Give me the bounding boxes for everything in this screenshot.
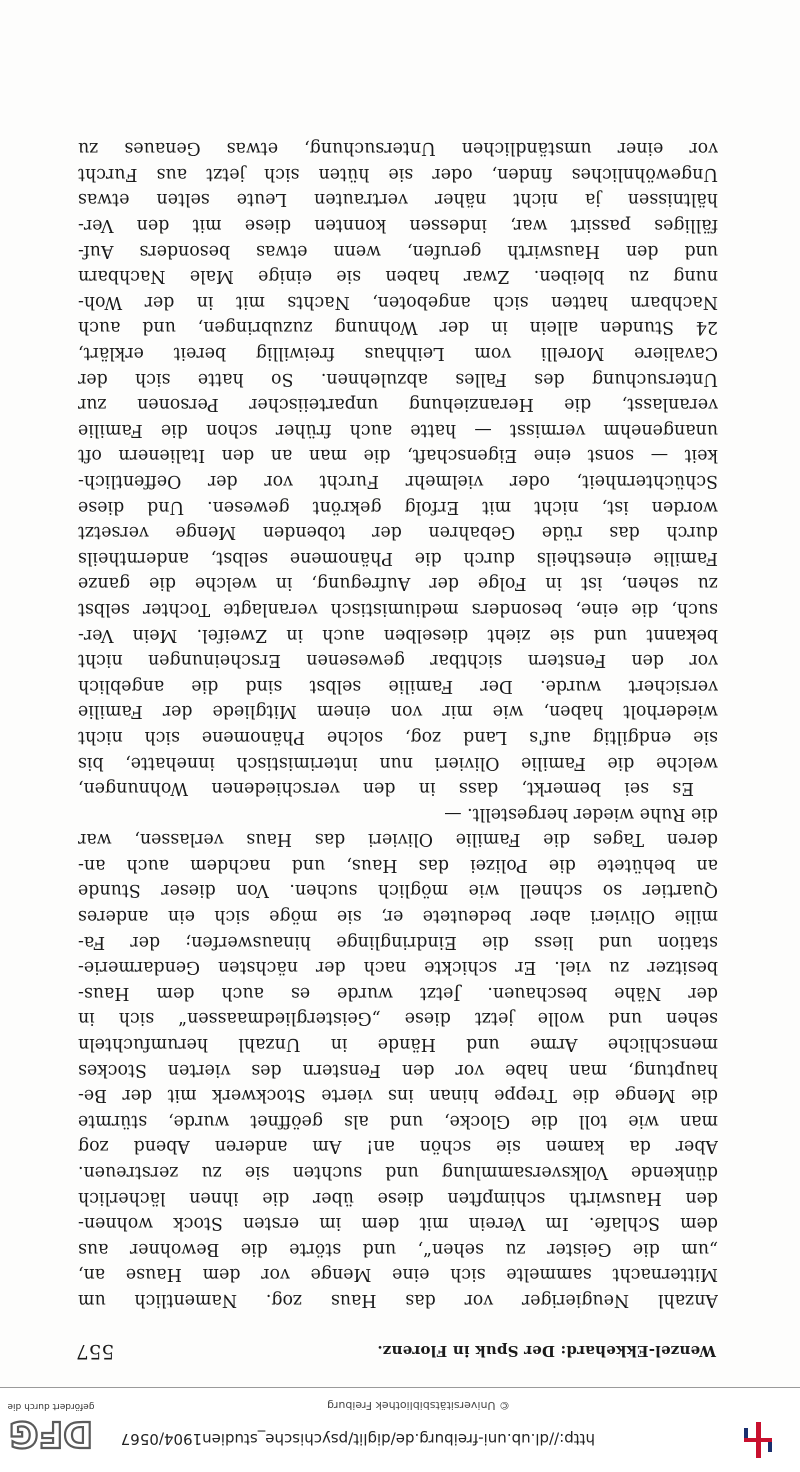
text-line: zu sehen, ist in Folge der Aufregung, in welche die ganze [78, 573, 718, 594]
text-line: milie Olivieri aber bedeutete er, sie möge sich ein anderes [78, 906, 718, 927]
text-line: die Menge die Treppe hinan ins vierte Stockwerk mit der Be- [78, 1085, 718, 1106]
text-line: Nachbarn hatten sich angeboten, Nachts mit in der Woh- [78, 291, 718, 312]
copyright-notice: © Universitätsbibliothek Freiburg [327, 1399, 510, 1412]
text-line: vor den Fenstern sichtbar gewesenen Erscheinungen nicht [78, 650, 718, 671]
text-line: hältnissen ja nicht näher vertrauten Leute selten etwas [78, 189, 718, 210]
text-line: Es sei bemerkt, dass in den verschiedenen Wohnungen, [78, 778, 694, 799]
text-line: welche die Familie Olivieri nun interimistisch innehatte, bis [78, 752, 718, 773]
running-title: Wenzel-Ekkehard: Der Spuk in Florenz. [377, 1342, 716, 1360]
source-url-link[interactable]: http://dl.ub.uni-freiburg.de/diglit/psychische_studien1904/0567 [120, 1430, 595, 1448]
text-line: worden ist, nicht mit Erfolg gekrönt gewesen. Und diese [78, 496, 718, 517]
text-line: „um die Geister zu sehen“, und störte die Bewohner aus [78, 1238, 718, 1259]
text-line: an behütete die Polizei das Haus, und nachdem auch an- [78, 854, 718, 875]
text-line: Familie einestheils durch die Phänomene selbst, anderntheils [78, 547, 718, 568]
body-text [78, 135, 718, 1312]
text-line: Quartier so schnell wie möglich suchen. Von dieser Stunde [78, 880, 718, 901]
text-line: menschliche Arme und Hände in Unzahl herumfuchteln [78, 1034, 718, 1055]
text-line: veranlasst, die Heranziehung unparteiischer Personen zur [78, 394, 718, 415]
dfg-tagline: gefördert durch die [8, 1401, 94, 1411]
text-line: Mitternacht sammelte sich eine Menge vor dem Hause an, [78, 1264, 718, 1285]
text-line: such, die eine, besonders mediumistisch veranlagte Tochter selbst [78, 598, 718, 619]
text-line: und den Hauswirth gerufen, wenn etwas besonders Auf- [78, 240, 718, 261]
text-line: bekannt und sie zieht dieselben auch in Zweifel. Mein Ver- [78, 624, 718, 645]
page-number: 557 [76, 1340, 115, 1364]
university-logo-icon [738, 1420, 778, 1460]
text-line: Schüchternheit, oder vielmehr Furcht vor der Oeffentlich- [78, 471, 718, 491]
text-line: sehen und wolle jetzt diese „Geistergliedmaassen“ sich in [78, 1008, 718, 1029]
dfg-logo [8, 1396, 94, 1466]
text-line: Anzahl Neugieriger vor das Haus zog. Namentlich um [78, 1290, 718, 1310]
text-line: man wie toll die Glocke, und als geöffnet wurde, stürmte [78, 1110, 718, 1131]
text-line: sie endgiltig auf's Land zog, solche Phänomene sich nicht [78, 726, 718, 747]
text-line: die Ruhe wieder hergestellt. — [444, 803, 718, 824]
dfg-wordmark: DFG [8, 1413, 94, 1454]
text-line: 24 Stunden allein in der Wohnung zuzubringen, und auch [78, 317, 718, 338]
text-line: Aber da kamen sie schön an! Am anderen Abend zog [78, 1136, 718, 1157]
text-line: station und liess die Eindringlinge hinauswerfen; der Fa- [78, 931, 718, 952]
text-line: durch das rüde Gebahren der tobenden Menge versetzt [78, 522, 718, 543]
text-line: Cavaliere Morelli vom Leihhaus freiwillig bereit erklärt, [78, 343, 718, 364]
running-head [76, 1330, 716, 1364]
text-line: Ungewöhnliches finden, oder sie hüten sich jetzt aus Furcht [78, 163, 718, 184]
text-line: besitzer zu viel. Er schickte nach der nächsten Gendarmerie- [78, 957, 718, 978]
text-line: den Hauswirth schimpften diese über die ihnen lächerlich [78, 1187, 718, 1208]
text-line: wiederholt haben, wie mir von einem Mitgliede der Familie [78, 701, 718, 722]
text-line: vor einer umständlichen Untersuchung, etwas Genaues zu [78, 138, 718, 159]
text-line: nung zu bleiben. Zwar haben sie einige Male Nachbarn [78, 266, 718, 287]
text-line: deren Tages die Familie Olivieri das Haus verlassen, war [78, 829, 718, 850]
text-line: keit — sonst eine Eigenschaft, die man an den Italienern oft [78, 445, 718, 466]
text-line: dem Schlafe. Im Verein mit dem im ersten Stock wohnen- [78, 1213, 718, 1234]
text-line: hauptung, man habe vor den Fenstern des vierten Stockes [78, 1059, 718, 1080]
text-line: Untersuchung des Falles abzulehnen. So hatte sich der [78, 368, 718, 389]
text-line: versichert wurde. Der Familie selbst sind die angeblich [78, 675, 718, 696]
text-line: fälliges passirt war, indessen konnten diese mit den Ver- [78, 215, 718, 236]
text-line: dünkende Volksversammlung und suchten sie zu zerstreuen. [78, 1162, 718, 1183]
library-banner [0, 1387, 800, 1472]
text-line: der Nähe beschauen. Jetzt wurde es auch dem Haus- [78, 982, 718, 1003]
text-line: unangenehm vermisst — hatte auch früher schon die Familie [78, 419, 718, 440]
